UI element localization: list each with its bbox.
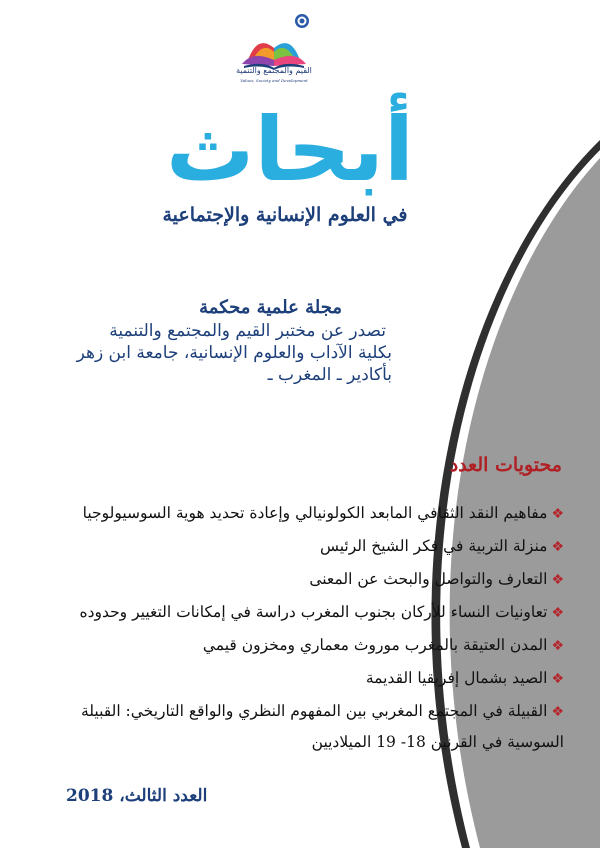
- diamond-bullet-icon: ❖: [551, 572, 564, 588]
- intro-line-location: بأكادير ـ المغرب ـ: [267, 365, 392, 385]
- toc-item-title: تعاونيات النساء للأركان بجنوب المغرب دراسة في إمكانات التغيير وحدوده: [79, 603, 548, 621]
- toc-item: [44, 630, 564, 661]
- toc-item: [44, 696, 564, 757]
- toc-item: [44, 498, 564, 529]
- toc-item-title: المدن العتيقة بالمغرب موروث معماري ومخزون قيمي: [202, 636, 548, 654]
- journal-title: أبحاث: [165, 98, 415, 201]
- journal-type: مجلة علمية محكمة: [199, 297, 342, 318]
- diamond-bullet-icon: ❖: [551, 605, 564, 621]
- diamond-bullet-icon: ❖: [551, 671, 564, 687]
- contents-heading: محتويات العدد: [449, 454, 562, 476]
- issue-label: العدد الثالث، 2018: [66, 786, 208, 806]
- toc-item-title: منزلة التربية في فكر الشيخ الرئيس: [319, 537, 548, 555]
- toc-item-title: الصيد بشمال إفريقيا القديمة: [365, 669, 548, 687]
- toc-item-title: مفاهيم النقد الثقافي المابعد الكولونيالي وإعادة تحديد هوية السوسيولوجيا: [82, 504, 548, 522]
- toc-item-title: القبيلة في المجتمع المغربي بين المفهوم النظري والواقع التاريخي: القبيلة السوسية في القرنين 18- 19 الميلاديين: [80, 702, 564, 751]
- journal-intro: [32, 296, 392, 386]
- intro-line-publisher: تصدر عن مختبر القيم والمجتمع والتنمية: [109, 321, 386, 341]
- logo-arabic-name: القيم والمجتمع والتنمية: [236, 66, 312, 75]
- toc-item: [44, 597, 564, 628]
- toc-item: [44, 564, 564, 595]
- toc-item-title: التعارف والتواصل والبحث عن المعنى: [309, 570, 548, 588]
- toc-item: [44, 663, 564, 694]
- logo-english-name: Values, Society and Development: [240, 78, 308, 83]
- diamond-bullet-icon: ❖: [551, 704, 564, 720]
- diamond-bullet-icon: ❖: [551, 506, 564, 522]
- diamond-bullet-icon: ❖: [551, 539, 564, 555]
- intro-line-faculty: بكلية الآداب والعلوم الإنسانية، جامعة ابن زهر: [76, 343, 392, 363]
- toc-item: [44, 531, 564, 562]
- diamond-bullet-icon: ❖: [551, 638, 564, 654]
- journal-subtitle: في العلوم الإنسانية والإجتماعية: [162, 204, 408, 226]
